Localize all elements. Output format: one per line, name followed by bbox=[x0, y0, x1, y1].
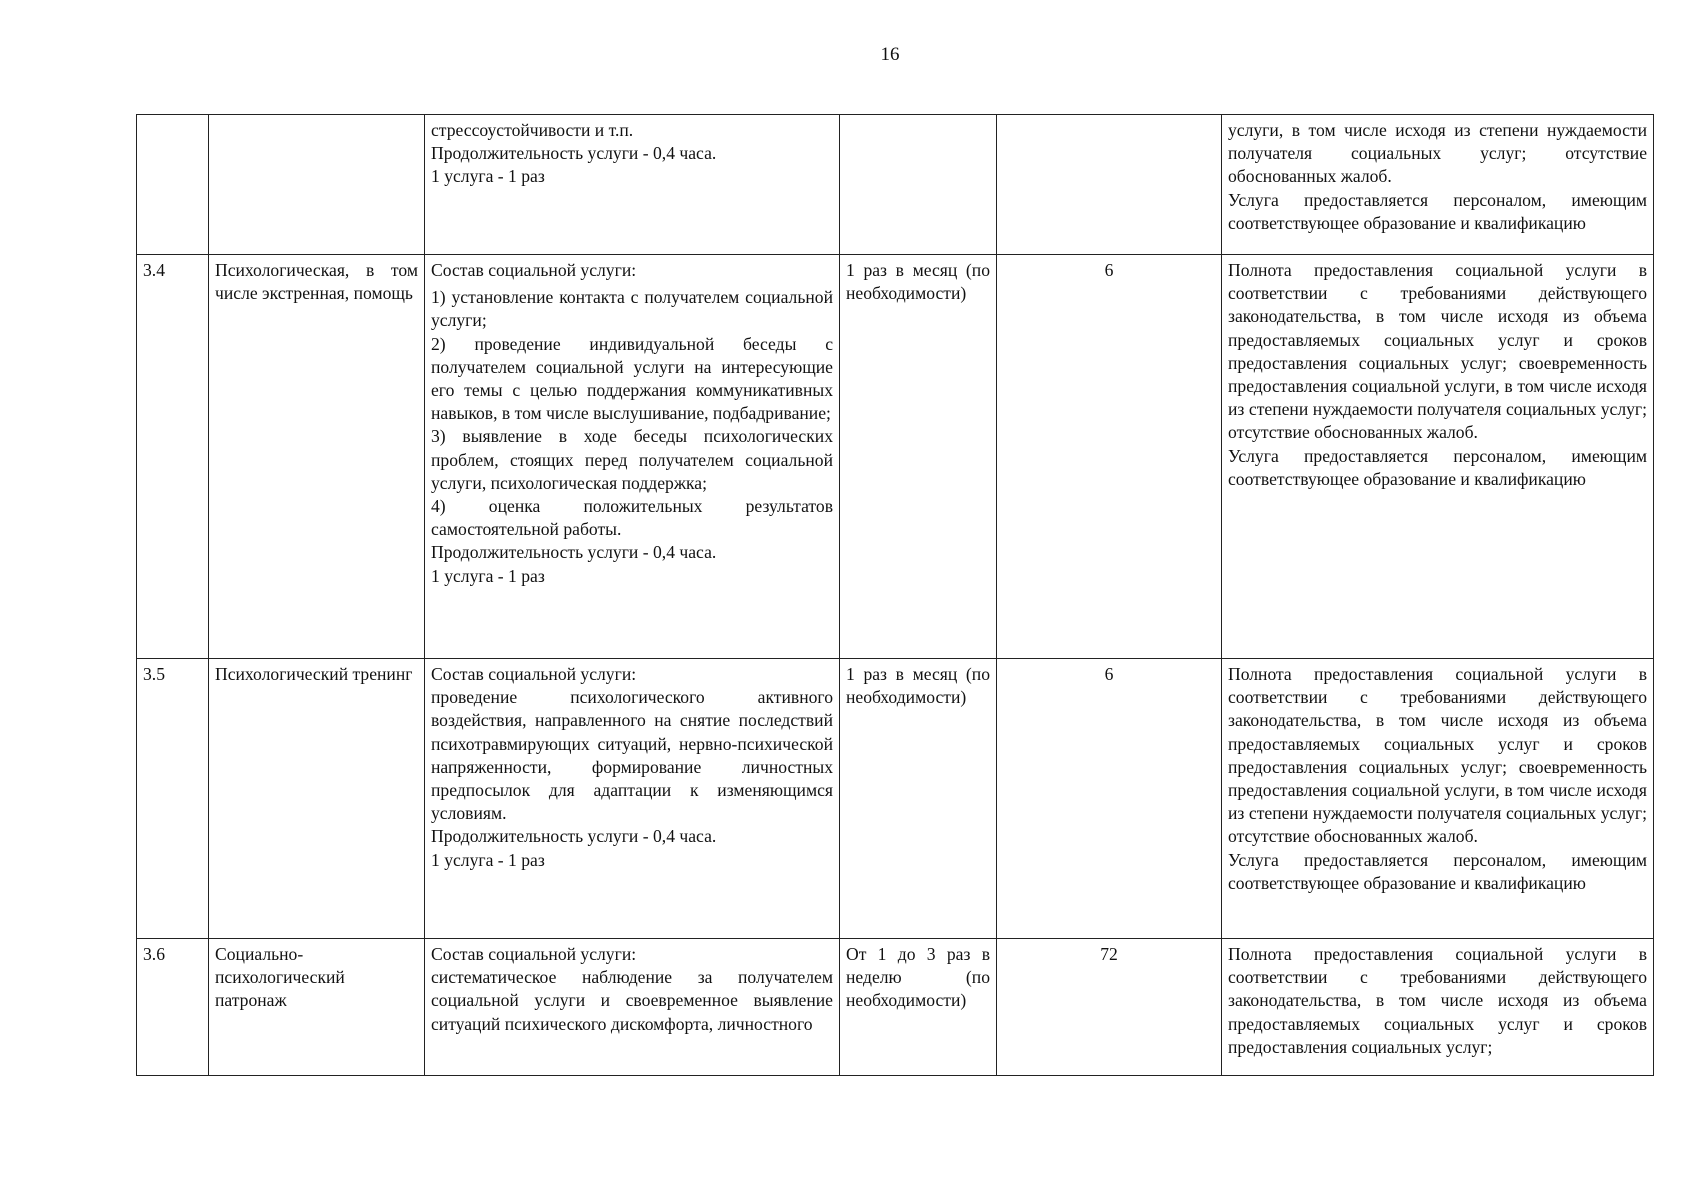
service-frequency-cell: 1 раз в месяц (по необходимости) bbox=[840, 255, 997, 659]
service-criteria-cell bbox=[1222, 939, 1654, 1076]
service-number-cell: 3.4 bbox=[137, 255, 209, 659]
service-name-cell: Психологическая, в том числе экстренная, помощь bbox=[209, 255, 425, 659]
service-name-cell: Психологический тренинг bbox=[209, 659, 425, 939]
service-criteria-cell bbox=[1222, 255, 1654, 659]
description-paragraph: Состав социальной услуги: bbox=[431, 260, 637, 280]
service-number-cell: 3.5 bbox=[137, 659, 209, 939]
criteria-paragraph: Услуга предоставляется персоналом, имеющим соответствующее образование и квалификацию bbox=[1228, 445, 1647, 489]
description-paragraph: 3) выявление в ходе беседы психологических проблем, стоящих перед получателем социальной услуги, психологическая поддержка; bbox=[431, 426, 833, 493]
table-row bbox=[137, 255, 1654, 659]
description-paragraph: Состав социальной услуги: bbox=[431, 944, 637, 964]
criteria-paragraph: Услуга предоставляется персоналом, имеющим соответствующее образование и квалификацию bbox=[1228, 849, 1647, 893]
service-description-cell bbox=[425, 255, 840, 659]
service-name-cell bbox=[209, 115, 425, 255]
description-paragraph: систематическое наблюдение за получателем социальной услуги и своевременное выявление ситуаций психического дискомфорта, личностного bbox=[431, 967, 833, 1034]
description-paragraph: Продолжительность услуги - 0,4 часа. bbox=[431, 143, 717, 164]
table-row bbox=[137, 939, 1654, 1076]
service-quantity-cell: 6 bbox=[997, 659, 1222, 939]
criteria-paragraph: услуги, в том числе исходя из степени нуждаемости получателя социальных услуг; отсутствие обоснованных жалоб. bbox=[1228, 120, 1647, 187]
service-criteria-cell bbox=[1222, 115, 1654, 255]
criteria-paragraph: Полнота предоставления социальной услуги в соответствии с требованиями действующего законодательства, в том числе исходя из объема предоставляемых социальных услуг и сроков предоставления социальных услуг; своевременность предоставления социальной услуги, в том числе исходя из степени нуждаемости получателя социальных услуг; отсутствие обоснованных жалоб. bbox=[1228, 260, 1647, 443]
service-number-cell: 3.6 bbox=[137, 939, 209, 1076]
description-paragraph: Продолжительность услуги - 0,4 часа. bbox=[431, 542, 717, 563]
service-description-cell bbox=[425, 115, 840, 255]
description-paragraph: Состав социальной услуги: bbox=[431, 664, 637, 684]
description-paragraph: 2) проведение индивидуальной беседы с получателем социальной услуги на интересующие его темы с целью поддержания коммуникативных навыков, в том числе выслушивание, подбадривание; bbox=[431, 333, 833, 424]
service-description-cell bbox=[425, 939, 840, 1076]
service-quantity-cell: 6 bbox=[997, 255, 1222, 659]
table-row bbox=[137, 659, 1654, 939]
services-table bbox=[136, 114, 1654, 1076]
service-quantity-cell bbox=[997, 115, 1222, 255]
description-paragraph: проведение психологического активного воздействия, направленного на снятие последствий психотравмирующих ситуаций, нервно-психической напряженности, формирование личностных предпосылок для адаптации к изменяющимся условиям. bbox=[431, 687, 833, 824]
service-description-cell bbox=[425, 659, 840, 939]
description-paragraph: 4) оценка положительных результатов самостоятельной работы. bbox=[431, 496, 833, 540]
criteria-paragraph: Полнота предоставления социальной услуги в соответствии с требованиями действующего законодательства, в том числе исходя из объема предоставляемых социальных услуг и сроков предоставления социальных услуг; bbox=[1228, 944, 1647, 1057]
description-paragraph: 1 услуга - 1 раз bbox=[431, 565, 545, 586]
page-number: 16 bbox=[880, 44, 900, 65]
table-row bbox=[137, 115, 1654, 255]
description-paragraph: 1) установление контакта с получателем социальной услуги; bbox=[431, 287, 833, 331]
criteria-paragraph: Услуга предоставляется персоналом, имеющим соответствующее образование и квалификацию bbox=[1228, 189, 1647, 233]
service-frequency-cell: От 1 до 3 раз в неделю (по необходимости) bbox=[840, 939, 997, 1076]
service-name-cell: Социально-психологический патронаж bbox=[209, 939, 425, 1076]
service-frequency-cell: 1 раз в месяц (по необходимости) bbox=[840, 659, 997, 939]
description-paragraph: Продолжительность услуги - 0,4 часа. bbox=[431, 826, 717, 847]
description-paragraph: 1 услуга - 1 раз bbox=[431, 166, 545, 187]
service-number-cell bbox=[137, 115, 209, 255]
service-frequency-cell bbox=[840, 115, 997, 255]
description-paragraph: стрессоустойчивости и т.п. bbox=[431, 120, 634, 140]
description-paragraph: 1 услуга - 1 раз bbox=[431, 849, 545, 870]
service-quantity-cell: 72 bbox=[997, 939, 1222, 1076]
service-criteria-cell bbox=[1222, 659, 1654, 939]
criteria-paragraph: Полнота предоставления социальной услуги в соответствии с требованиями действующего законодательства, в том числе исходя из объема предоставляемых социальных услуг и сроков предоставления социальных услуг; своевременность предоставления социальной услуги, в том числе исходя из степени нуждаемости получателя социальных услуг; отсутствие обоснованных жалоб. bbox=[1228, 664, 1647, 847]
